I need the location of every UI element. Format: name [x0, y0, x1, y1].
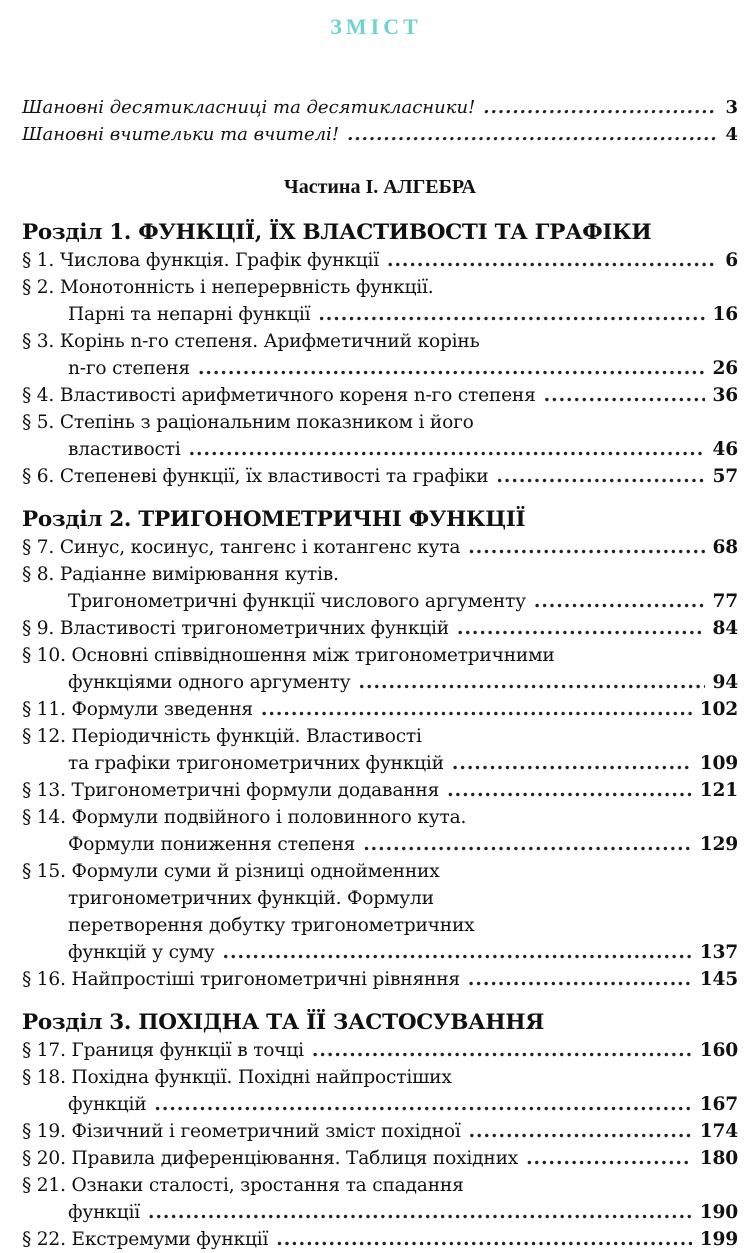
entry-label: та графіки тригонометричних функцій: [68, 753, 444, 774]
page-number: 190: [699, 1202, 738, 1223]
toc-entry[interactable]: [22, 328, 738, 355]
entry-label: Шановні десятикласниці та десятикласники!: [22, 97, 476, 118]
leader-dots: [223, 939, 692, 966]
leader-dots: [198, 355, 705, 382]
toc-entry-continuation[interactable]: [22, 436, 738, 463]
entry-label: § 9. Властивості тригонометричних функцій: [22, 618, 449, 639]
toc-entry[interactable]: [22, 1064, 738, 1091]
leader-dots: [359, 669, 705, 696]
chapter-heading[interactable]: Розділ 1. ФУНКЦІЇ, ЇХ ВЛАСТИВОСТІ ТА ГРАФІКИ: [22, 220, 652, 245]
page-number: 109: [699, 753, 738, 774]
chapter-entries: [22, 534, 738, 993]
page-number: 26: [712, 358, 738, 379]
page-number: 3: [725, 97, 738, 118]
page-number: 160: [699, 1040, 738, 1061]
entry-label: § 12. Періодичність функцій. Властивості: [22, 726, 422, 747]
toc-entry[interactable]: [22, 1145, 738, 1172]
leader-dots: [534, 588, 705, 615]
toc-entry[interactable]: [22, 1037, 738, 1064]
toc-entry-continuation[interactable]: [22, 885, 738, 912]
page-number: 68: [712, 537, 738, 558]
page-number: 137: [699, 942, 738, 963]
chapters-container: [22, 219, 738, 1253]
leader-dots: [261, 696, 692, 723]
entry-label: § 4. Властивості арифметичного кореня n-го степеня: [22, 385, 536, 406]
entry-label: Шановні вчительки та вчителі!: [22, 124, 340, 145]
toc-entry-intro-teachers[interactable]: [22, 121, 738, 148]
toc-entry[interactable]: [22, 777, 738, 804]
page-number: 84: [712, 618, 738, 639]
entry-label: § 11. Формули зведення: [22, 699, 253, 720]
page-number: 167: [699, 1094, 738, 1115]
leader-dots: [347, 121, 716, 148]
toc-entry[interactable]: [22, 858, 738, 885]
toc-entry-continuation[interactable]: [22, 301, 738, 328]
toc-entry[interactable]: [22, 409, 738, 436]
entry-label: § 7. Синус, косинус, тангенс і котангенс кута: [22, 537, 461, 558]
entry-label: функції: [68, 1202, 140, 1223]
leader-dots: [363, 831, 692, 858]
leader-dots: [154, 1091, 691, 1118]
page-number: 129: [699, 834, 738, 855]
page-number: 180: [699, 1148, 738, 1169]
entry-label: § 10. Основні співвідношення між тригонометричними: [22, 645, 555, 666]
entry-label: § 21. Ознаки сталості, зростання та спадання: [22, 1175, 464, 1196]
chapter-3: [22, 1009, 738, 1253]
toc-entry[interactable]: [22, 247, 738, 274]
entry-label: функціями одного аргументу: [68, 672, 351, 693]
page-title: ЗМІСТ: [330, 14, 422, 39]
toc-entry-continuation[interactable]: [22, 1199, 738, 1226]
leader-dots: [469, 1118, 692, 1145]
leader-dots: [544, 382, 705, 409]
toc-entry[interactable]: [22, 1172, 738, 1199]
page-number: 4: [725, 124, 738, 145]
entry-label: функцій у суму: [68, 942, 215, 963]
page-number: 46: [712, 439, 738, 460]
intro-section: [22, 94, 738, 148]
page-number: 36: [712, 385, 738, 406]
entry-label: § 19. Фізичний і геометричний зміст похідної: [22, 1121, 461, 1142]
entry-label: § 22. Екстремуми функції: [22, 1229, 269, 1250]
leader-dots: [468, 966, 692, 993]
toc-entry[interactable]: [22, 966, 738, 993]
entry-label: Тригонометричні функції числового аргументу: [68, 591, 526, 612]
page-number: 199: [699, 1229, 738, 1250]
toc-entry[interactable]: [22, 642, 738, 669]
toc-entry[interactable]: [22, 804, 738, 831]
chapter-entries: [22, 247, 738, 490]
leader-dots: [457, 615, 705, 642]
leader-dots: [468, 534, 704, 561]
page-number: 57: [712, 466, 738, 487]
toc-entry-intro-students[interactable]: [22, 94, 738, 121]
entry-label: n-го степеня: [68, 358, 190, 379]
toc-entry[interactable]: [22, 274, 738, 301]
entry-label: функцій: [68, 1094, 147, 1115]
leader-dots: [496, 463, 704, 490]
leader-dots: [387, 247, 716, 274]
toc-entry[interactable]: [22, 1118, 738, 1145]
toc-entry[interactable]: [22, 561, 738, 588]
toc-entry[interactable]: [22, 615, 738, 642]
entry-label: § 20. Правила диференціювання. Таблиця похідних: [22, 1148, 519, 1169]
page-number: 77: [712, 591, 738, 612]
entry-label: перетворення добутку тригонометричних: [68, 915, 475, 936]
chapter-2: [22, 506, 738, 993]
toc-entry-continuation[interactable]: [22, 750, 738, 777]
leader-dots: [452, 750, 692, 777]
entry-label: § 13. Тригонометричні формули додавання: [22, 780, 440, 801]
entry-label: Парні та непарні функції: [68, 304, 311, 325]
page-number: 102: [699, 699, 738, 720]
part-heading: Частина І. АЛГЕБРА: [284, 176, 476, 198]
table-of-contents: [22, 94, 738, 1253]
page-number: 94: [712, 672, 738, 693]
leader-dots: [312, 1037, 692, 1064]
chapter-1: [22, 219, 738, 490]
chapter-heading[interactable]: Розділ 3. ПОХІДНА ТА ЇЇ ЗАСТОСУВАННЯ: [22, 1010, 544, 1035]
page-number: 145: [699, 969, 738, 990]
entry-label: § 5. Степінь з раціональним показником і його: [22, 412, 474, 433]
toc-entry-continuation[interactable]: [22, 912, 738, 939]
toc-entry-continuation[interactable]: [22, 939, 738, 966]
entry-label: § 1. Числова функція. Графік функції: [22, 250, 379, 271]
entry-label: § 3. Корінь n-го степеня. Арифметичний корінь: [22, 331, 480, 352]
leader-dots: [189, 436, 705, 463]
page-number: 6: [725, 250, 738, 271]
entry-label: § 18. Похідна функції. Похідні найпростіших: [22, 1067, 452, 1088]
entry-label: § 14. Формули подвійного і половинного кута.: [22, 807, 467, 828]
entry-label: § 6. Степеневі функції, їх властивості та графіки: [22, 466, 489, 487]
toc-entry[interactable]: [22, 1226, 738, 1253]
page-number: 16: [712, 304, 738, 325]
leader-dots: [483, 94, 716, 121]
toc-entry[interactable]: [22, 534, 738, 561]
entry-label: § 8. Радіанне вимірювання кутів.: [22, 564, 339, 585]
entry-label: Формули пониження степеня: [68, 834, 356, 855]
page-number: 121: [699, 780, 738, 801]
toc-entry-continuation[interactable]: [22, 1091, 738, 1118]
toc-entry[interactable]: [22, 463, 738, 490]
leader-dots: [276, 1226, 692, 1253]
entry-label: тригонометричних функцій. Формули: [68, 888, 434, 909]
entry-label: § 16. Найпростіші тригонометричні рівняння: [22, 969, 460, 990]
leader-dots: [447, 777, 692, 804]
chapter-entries: [22, 1037, 738, 1253]
chapter-heading[interactable]: Розділ 2. ТРИГОНОМЕТРИЧНІ ФУНКЦІЇ: [22, 507, 526, 532]
toc-entry-continuation[interactable]: [22, 588, 738, 615]
leader-dots: [148, 1199, 692, 1226]
leader-dots: [526, 1145, 692, 1172]
toc-entry-continuation[interactable]: [22, 831, 738, 858]
toc-entry-continuation[interactable]: [22, 355, 738, 382]
entry-label: § 17. Границя функції в точці: [22, 1040, 304, 1061]
toc-entry[interactable]: [22, 723, 738, 750]
toc-entry[interactable]: [22, 382, 738, 409]
toc-entry-continuation[interactable]: [22, 669, 738, 696]
entry-label: § 2. Монотонність і неперервність функції.: [22, 277, 434, 298]
entry-label: § 15. Формули суми й різниці однойменних: [22, 861, 440, 882]
toc-entry[interactable]: [22, 696, 738, 723]
page-number: 174: [699, 1121, 738, 1142]
entry-label: властивості: [68, 439, 181, 460]
leader-dots: [318, 301, 704, 328]
